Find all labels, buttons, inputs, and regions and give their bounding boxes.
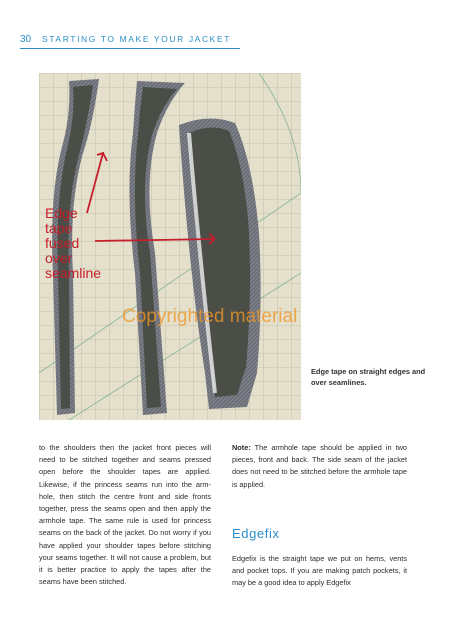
- figure-caption: Edge tape on straight edges and over seamlines.: [311, 367, 426, 387]
- copyright-watermark: Copyrighted material: [122, 306, 298, 327]
- jacket-pieces-photo: [39, 73, 301, 420]
- note-paragraph: [232, 442, 407, 491]
- annotation-line-1: Edge: [45, 205, 78, 221]
- note-text: The armhole tape should be applied in two pieces, front and back. The side seam of the jacket does not need to be stitched before the armhole tape is applied.: [232, 443, 407, 489]
- annotation-line-4: over: [45, 250, 73, 266]
- note-label: Note:: [232, 443, 251, 452]
- running-header: [20, 32, 240, 50]
- left-column-text: to the shoulders then the jacket front pieces will need to be stitched together and seams pressed open before the shoulder tapes are applied. Likewise, if the princess seams run into the arm-hole, then stitch the centre front and side fronts together, press the seams open and then apply the armhole tape. The same rule is used for princess seams on the back of the jacket. Do not worry if you have applied your shoulder tapes before stitching your seams together. It will not cause a problem, but it is better practice to apply the tapes after the seams have been stitched.: [39, 443, 211, 587]
- right-column-note: [232, 442, 407, 491]
- page-number: 30: [20, 34, 32, 45]
- annotation-line-2: tape: [45, 220, 73, 236]
- annotation-line-5: seamline: [45, 265, 102, 281]
- running-head-title: STARTING TO MAKE YOUR JACKET: [42, 34, 232, 44]
- header-rule: [20, 48, 240, 49]
- edgefix-paragraph: Edgefix is the straight tape we put on hems, vents and pocket tops. If you are making patch pockets, it may be a good idea to apply Edgefix: [232, 554, 407, 588]
- left-column: [39, 442, 211, 588]
- edgefix-heading: Edgefix: [232, 526, 280, 541]
- annotation-line-3: fused: [45, 235, 80, 251]
